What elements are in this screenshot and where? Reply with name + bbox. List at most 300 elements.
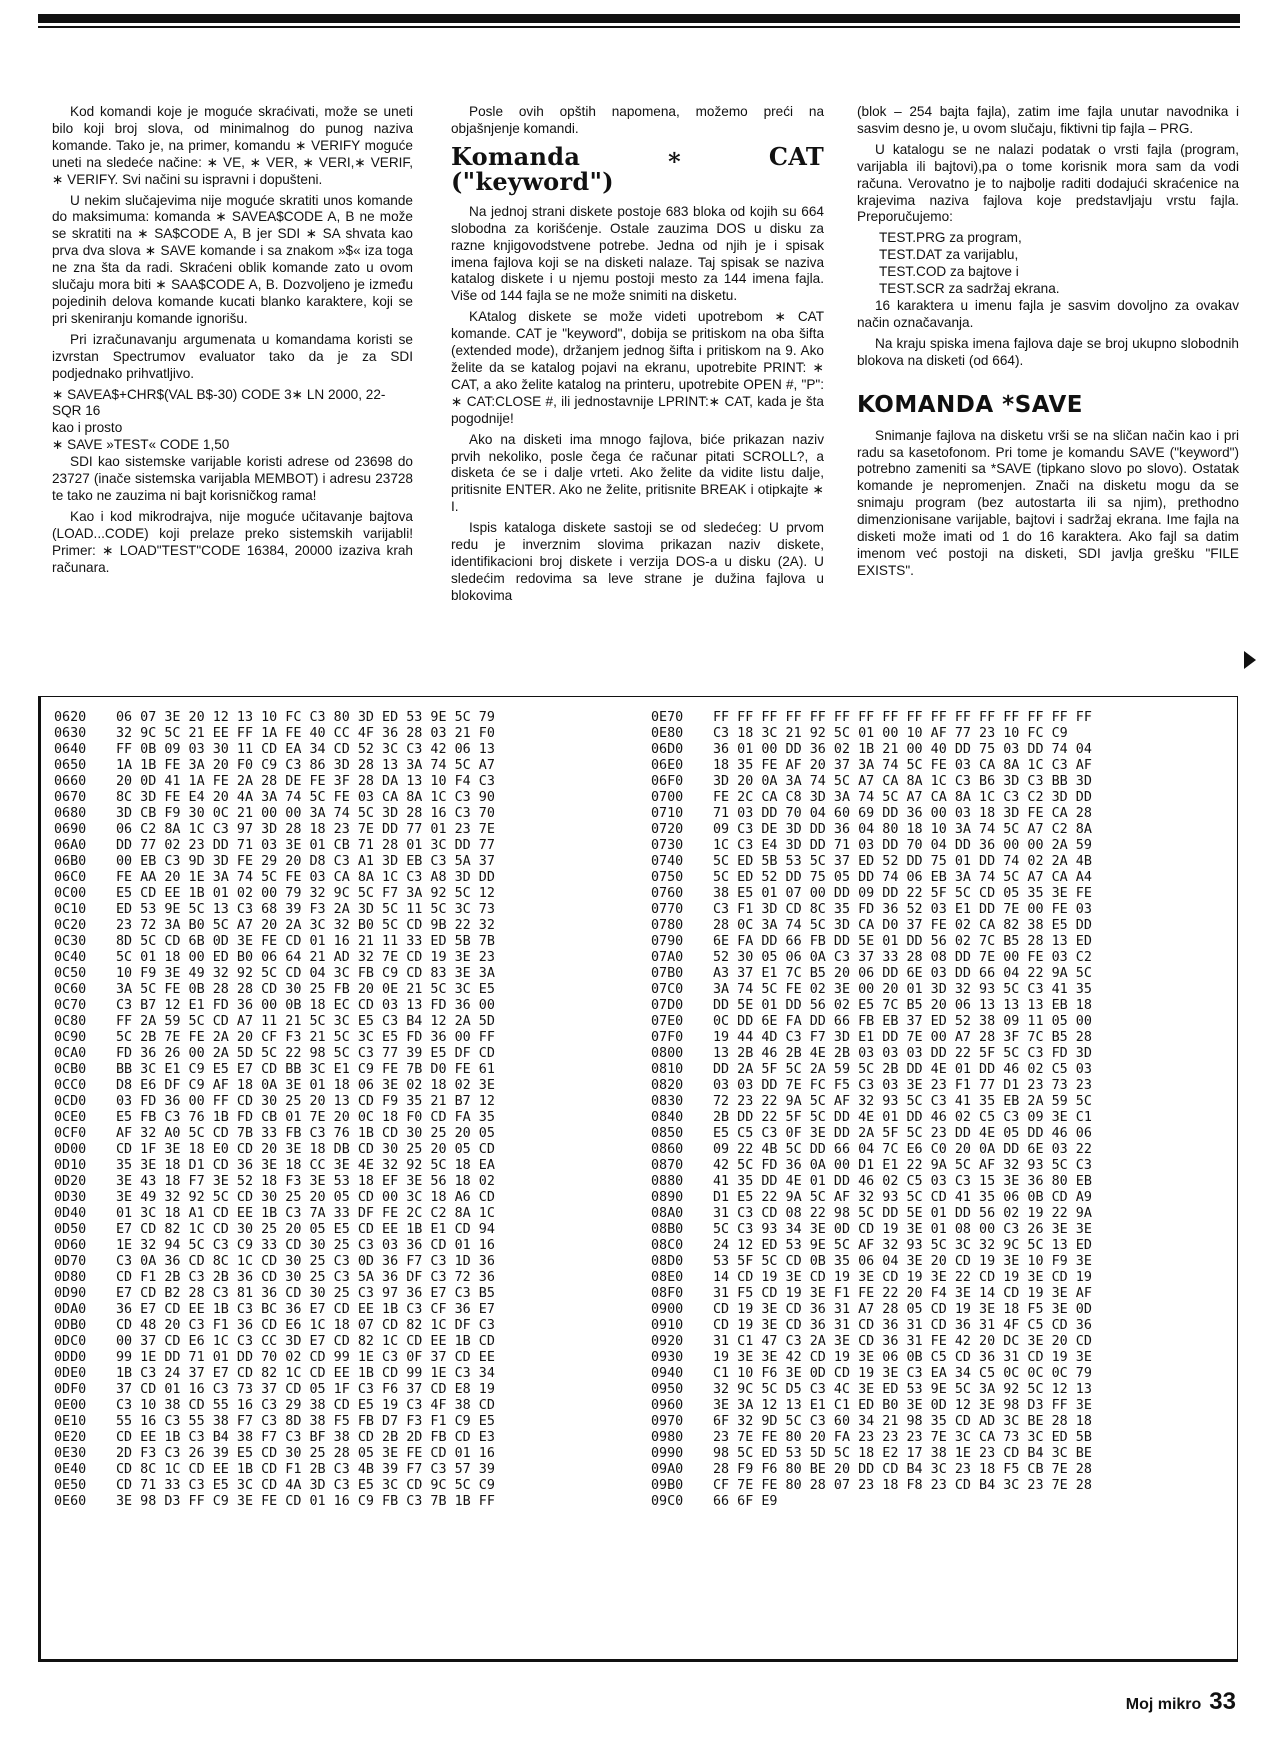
- listing-row: [54, 1398, 495, 1414]
- listing-row: [651, 1030, 1092, 1046]
- listing-row: [651, 886, 1092, 902]
- listing-row: [54, 1014, 495, 1030]
- listing-address: 08B0: [651, 1222, 684, 1237]
- listing-address: 0770: [651, 902, 684, 917]
- listing-bytes: C3 0A 36 CD 8C 1C CD 30 25 C3 0D 36 F7 C3 1D 36: [116, 1254, 495, 1269]
- listing-row: [54, 950, 495, 966]
- paragraph: ∗ SAVE »TEST« CODE 1,50: [52, 437, 230, 453]
- listing-bytes: ED 53 9E 5C 13 C3 68 39 F3 2A 3D 5C 11 5C 3C 73: [116, 902, 495, 917]
- listing-row: [651, 1462, 1092, 1478]
- listing-row: [54, 1126, 495, 1142]
- listing-bytes: 09 22 4B 5C DD 66 04 7C E6 C0 20 0A DD 6E 03 22: [713, 1142, 1092, 1157]
- listing-address: 0720: [651, 822, 684, 837]
- listing-address: 0730: [651, 838, 684, 853]
- listing-address: 0D00: [54, 1142, 87, 1157]
- paragraph: Ako na disketi ima mnogo fajlova, biće prikazan naziv prvih nekoliko, posle čega će računar pitati SCROLL?, a disketa će se i dalje vrteti. Ako želite da vidite listu dalje, pritisnite ENTER. Ako ne želite, pritisnite BREAK i otipkajte ∗ I.: [451, 431, 824, 515]
- listing-address: 0D20: [54, 1174, 87, 1189]
- listing-address: 08F0: [651, 1286, 684, 1301]
- listing-address: 0780: [651, 918, 684, 933]
- listing-address: 0640: [54, 742, 87, 757]
- listing-address: 0750: [651, 870, 684, 885]
- listing-bytes: 28 0C 3A 74 5C 3D CA D0 37 FE 02 CA 82 38 E5 DD: [713, 918, 1092, 933]
- listing-address: 0850: [651, 1126, 684, 1141]
- listing-address: 07E0: [651, 1014, 684, 1029]
- listing-address: 0670: [54, 790, 87, 805]
- listing-address: 0DF0: [54, 1382, 87, 1397]
- listing-row: [54, 1430, 495, 1446]
- listing-bytes: 18 35 FE AF 20 37 3A 74 5C FE 03 CA 8A 1C C3 AF: [713, 758, 1092, 773]
- listing-bytes: 3A 74 5C FE 02 3E 00 20 01 3D 32 93 5C C3 41 35: [713, 982, 1092, 997]
- listing-row: [54, 1174, 495, 1190]
- paragraph: Pri izračunavanju argumenata u komandama koristi se izvrstan Spectrumov evaluator tako da je za SDI podjednako prihvatljivo.: [52, 331, 413, 381]
- listing-address: 0E00: [54, 1398, 87, 1413]
- paragraph: KAtalog diskete se može videti upotrebom ∗ CAT komande. CAT je "keyword", dobija se pritiskom na oba šifta (extended mode), držanjem jednog šifta i pritiskom na 9. Ako želite da se katalog pojavi na ekranu, upotrebite PRINT: ∗ CAT, a ako želite katalog na printeru, upotrebite OPEN #, "P": ∗ CAT:CLOSE #, ili jednostavnije LPRINT:∗ CAT, kada je šta pogodnije!: [451, 309, 824, 426]
- listing-address: 0CF0: [54, 1126, 87, 1141]
- listing-bytes: 35 3E 18 D1 CD 36 3E 18 CC 3E 4E 32 92 5C 18 EA: [116, 1158, 495, 1173]
- listing-row: [651, 966, 1092, 982]
- listing-address: 0E10: [54, 1414, 87, 1429]
- listing-bytes: E7 CD 82 1C CD 30 25 20 05 E5 CD EE 1B E1 CD 94: [116, 1222, 495, 1237]
- listing-row: [54, 1446, 495, 1462]
- listing-bytes: 36 01 00 DD 36 02 1B 21 00 40 DD 75 03 DD 74 04: [713, 742, 1092, 757]
- listing-address: 0E50: [54, 1478, 87, 1493]
- listing-address: 06A0: [54, 838, 87, 853]
- listing-bytes: 2D F3 C3 26 39 E5 CD 30 25 28 05 3E FE CD 01 16: [116, 1446, 495, 1461]
- listing-bytes: E7 CD B2 28 C3 81 36 CD 30 25 C3 97 36 E7 C3 B5: [116, 1286, 495, 1301]
- listing-row: [651, 1478, 1092, 1494]
- listing-address: 0DE0: [54, 1366, 87, 1381]
- listing-bytes: D8 E6 DF C9 AF 18 0A 3E 01 18 06 3E 02 18 02 3E: [116, 1078, 495, 1093]
- listing-row: [651, 982, 1092, 998]
- listing-row: [651, 934, 1092, 950]
- listing-row: [651, 726, 1092, 742]
- listing-row: [54, 822, 495, 838]
- listing-row: [651, 1254, 1092, 1270]
- paragraph: TEST.SCR za sadržaj ekrana.: [879, 281, 1060, 297]
- listing-address: 0870: [651, 1158, 684, 1173]
- hex-listing-box: [38, 696, 1238, 1662]
- continue-arrow-icon: [1244, 651, 1256, 669]
- listing-row: [651, 1062, 1092, 1078]
- listing-bytes: 32 9C 5C D5 C3 4C 3E ED 53 9E 5C 3A 92 5C 12 13: [713, 1382, 1092, 1397]
- listing-row: [54, 1366, 495, 1382]
- listing-bytes: E5 C5 C3 0F 3E DD 2A 5F 5C 23 DD 4E 05 DD 46 06: [713, 1126, 1092, 1141]
- hex-listing-right: [651, 710, 1092, 1510]
- listing-bytes: 5C ED 52 DD 75 05 DD 74 06 EB 3A 74 5C A7 CA A4: [713, 870, 1092, 885]
- listing-bytes: C3 F1 3D CD 8C 35 FD 36 52 03 E1 DD 7E 00 FE 03: [713, 902, 1092, 917]
- listing-bytes: CD F1 2B C3 2B 36 CD 30 25 C3 5A 36 DF C3 72 36: [116, 1270, 495, 1285]
- listing-row: [54, 1030, 495, 1046]
- listing-row: [54, 790, 495, 806]
- listing-bytes: 03 03 DD 7E FC F5 C3 03 3E 23 F1 77 D1 23 73 23: [713, 1078, 1092, 1093]
- listing-address: 0C70: [54, 998, 87, 1013]
- listing-address: 0D70: [54, 1254, 87, 1269]
- listing-bytes: AF 32 A0 5C CD 7B 33 FB C3 76 1B CD 30 25 20 05: [116, 1126, 495, 1141]
- listing-bytes: 99 1E DD 71 01 DD 70 02 CD 99 1E C3 0F 37 CD EE: [116, 1350, 495, 1365]
- top-rule: [38, 14, 1240, 28]
- listing-bytes: FF FF FF FF FF FF FF FF FF FF FF FF FF FF FF FF: [713, 710, 1092, 725]
- paragraph: TEST.PRG za program,: [879, 230, 1022, 246]
- listing-bytes: 28 F9 F6 80 BE 20 DD CD B4 3C 23 18 F5 CB 7E 28: [713, 1462, 1092, 1477]
- text-column-3: [857, 104, 1239, 584]
- listing-row: [651, 790, 1092, 806]
- listing-bytes: C3 10 38 CD 55 16 C3 29 38 CD E5 19 C3 4F 38 CD: [116, 1398, 495, 1413]
- listing-address: 06B0: [54, 854, 87, 869]
- listing-address: 0C90: [54, 1030, 87, 1045]
- listing-address: 0DC0: [54, 1334, 87, 1349]
- listing-bytes: 09 C3 DE 3D DD 36 04 80 18 10 3A 74 5C A7 C2 8A: [713, 822, 1092, 837]
- listing-row: [651, 1014, 1092, 1030]
- listing-address: 0CD0: [54, 1094, 87, 1109]
- listing-row: [54, 854, 495, 870]
- listing-row: [54, 1158, 495, 1174]
- listing-address: 0E80: [651, 726, 684, 741]
- listing-row: [651, 1126, 1092, 1142]
- listing-row: [651, 710, 1092, 726]
- listing-bytes: CD 19 3E CD 36 31 CD 36 31 CD 36 31 4F C5 CD 36: [713, 1318, 1092, 1333]
- listing-address: 0700: [651, 790, 684, 805]
- paragraph: kao i prosto: [52, 420, 123, 436]
- listing-row: [651, 1382, 1092, 1398]
- listing-address: 0C40: [54, 950, 87, 965]
- listing-bytes: 23 7E FE 80 20 FA 23 23 23 7E 3C CA 73 3C ED 5B: [713, 1430, 1092, 1445]
- listing-row: [651, 1430, 1092, 1446]
- listing-bytes: FD 36 26 00 2A 5D 5C 22 98 5C C3 77 39 E5 DF CD: [116, 1046, 495, 1061]
- listing-bytes: E5 FB C3 76 1B FD CB 01 7E 20 0C 18 F0 CD FA 35: [116, 1110, 495, 1125]
- listing-row: [651, 1302, 1092, 1318]
- listing-address: 0650: [54, 758, 87, 773]
- listing-bytes: 03 FD 36 00 FF CD 30 25 20 13 CD F9 35 21 B7 12: [116, 1094, 495, 1109]
- listing-row: [54, 1046, 495, 1062]
- listing-address: 0DD0: [54, 1350, 87, 1365]
- listing-address: 0890: [651, 1190, 684, 1205]
- listing-address: 0C50: [54, 966, 87, 981]
- listing-row: [54, 1094, 495, 1110]
- listing-address: 0E60: [54, 1494, 87, 1509]
- listing-bytes: 66 6F E9: [713, 1494, 778, 1509]
- listing-row: [651, 758, 1092, 774]
- paragraph: 16 karaktera u imenu fajla je sasvim dovoljno za ovakav način označavanja.: [857, 297, 1239, 330]
- listing-address: 0790: [651, 934, 684, 949]
- listing-row: [54, 1110, 495, 1126]
- listing-bytes: 14 CD 19 3E CD 19 3E CD 19 3E 22 CD 19 3E CD 19: [713, 1270, 1092, 1285]
- listing-address: 0980: [651, 1430, 684, 1445]
- listing-row: [651, 1142, 1092, 1158]
- listing-bytes: 00 37 CD E6 1C C3 CC 3D E7 CD 82 1C CD EE 1B CD: [116, 1334, 495, 1349]
- listing-bytes: FF 2A 59 5C CD A7 11 21 5C 3C E5 C3 B4 12 2A 5D: [116, 1014, 495, 1029]
- listing-bytes: 19 3E 3E 42 CD 19 3E 06 0B C5 CD 36 31 CD 19 3E: [713, 1350, 1092, 1365]
- listing-row: [54, 902, 495, 918]
- listing-bytes: CD EE 1B C3 B4 38 F7 C3 BF 38 CD 2B 2D FB CD E3: [116, 1430, 495, 1445]
- listing-address: 0D60: [54, 1238, 87, 1253]
- paragraph: Posle ovih opštih napomena, možemo preći na objašnjenje komandi.: [451, 104, 824, 136]
- listing-bytes: 31 C1 47 C3 2A 3E CD 36 31 FE 42 20 DC 3E 20 CD: [713, 1334, 1092, 1349]
- listing-address: 06D0: [651, 742, 684, 757]
- listing-address: 06C0: [54, 870, 87, 885]
- listing-address: 0C00: [54, 886, 87, 901]
- listing-address: 07C0: [651, 982, 684, 997]
- listing-address: 0760: [651, 886, 684, 901]
- listing-row: [54, 1334, 495, 1350]
- listing-bytes: 37 CD 01 16 C3 73 37 CD 05 1F C3 F6 37 CD E8 19: [116, 1382, 495, 1397]
- listing-row: [651, 822, 1092, 838]
- listing-address: 0680: [54, 806, 87, 821]
- listing-row: [54, 742, 495, 758]
- listing-address: 0D30: [54, 1190, 87, 1205]
- listing-row: [651, 1286, 1092, 1302]
- listing-row: [651, 1270, 1092, 1286]
- listing-address: 0810: [651, 1062, 684, 1077]
- listing-bytes: 42 5C FD 36 0A 00 D1 E1 22 9A 5C AF 32 93 5C C3: [713, 1158, 1092, 1173]
- listing-address: 0D90: [54, 1286, 87, 1301]
- listing-bytes: 6F 32 9D 5C C3 60 34 21 98 35 CD AD 3C BE 28 18: [713, 1414, 1092, 1429]
- listing-row: [54, 1062, 495, 1078]
- listing-address: 0840: [651, 1110, 684, 1125]
- listing-address: 0DA0: [54, 1302, 87, 1317]
- listing-address: 0C20: [54, 918, 87, 933]
- listing-bytes: 13 2B 46 2B 4E 2B 03 03 03 DD 22 5F 5C C3 FD 3D: [713, 1046, 1092, 1061]
- listing-address: 08D0: [651, 1254, 684, 1269]
- text-column-1: [52, 104, 413, 580]
- listing-row: [651, 1350, 1092, 1366]
- listing-address: 0E40: [54, 1462, 87, 1477]
- listing-row: [54, 1462, 495, 1478]
- listing-address: 0CB0: [54, 1062, 87, 1077]
- listing-row: [651, 1046, 1092, 1062]
- listing-row: [54, 966, 495, 982]
- listing-address: 0E30: [54, 1446, 87, 1461]
- listing-bytes: 5C ED 5B 53 5C 37 ED 52 DD 75 01 DD 74 02 2A 4B: [713, 854, 1092, 869]
- listing-row: [54, 1270, 495, 1286]
- listing-bytes: C1 10 F6 3E 0D CD 19 3E C3 EA 34 C5 0C 0C 0C 79: [713, 1366, 1092, 1381]
- listing-bytes: 52 30 05 06 0A C3 37 33 28 08 DD 7E 00 FE 03 C2: [713, 950, 1092, 965]
- listing-row: [54, 1206, 495, 1222]
- listing-bytes: 3E 49 32 92 5C CD 30 25 20 05 CD 00 3C 18 A6 CD: [116, 1190, 495, 1205]
- listing-address: 0710: [651, 806, 684, 821]
- listing-row: [651, 902, 1092, 918]
- listing-bytes: 31 C3 CD 08 22 98 5C DD 5E 01 DD 56 02 19 22 9A: [713, 1206, 1092, 1221]
- listing-address: 09A0: [651, 1462, 684, 1477]
- listing-address: 08C0: [651, 1238, 684, 1253]
- listing-bytes: 55 16 C3 55 38 F7 C3 8D 38 F5 FB D7 F3 F1 C9 E5: [116, 1414, 495, 1429]
- listing-bytes: 24 12 ED 53 9E 5C AF 32 93 5C 3C 32 9C 5C 13 ED: [713, 1238, 1092, 1253]
- listing-bytes: 3A 5C FE 0B 28 28 CD 30 25 FB 20 0E 21 5C 3C E5: [116, 982, 495, 997]
- listing-row: [54, 1414, 495, 1430]
- listing-address: 0920: [651, 1334, 684, 1349]
- listing-row: [651, 742, 1092, 758]
- paragraph: U nekim slučajevima nije moguće skratiti unos komande do maksimuma: komanda ∗ SAVEA$CODE A, B ne može se skratiti na ∗ SA$CODE A, B jer SDI ∗ SA shvata kao prva dva slova ∗ SAVE komande i sa znakom »$« iza toga ne zna šta da radi. Skraćeni oblik komande zato u ovom slučaju mora biti ∗ SAA$CODE A, B. Dozvoljeno je između pojedinih delova komande kucati blanko karaktere, koji se pri skeniranju komande ignorišu.: [52, 192, 413, 326]
- listing-bytes: 19 44 4D C3 F7 3D E1 DD 7E 00 A7 28 3F 7C B5 28: [713, 1030, 1092, 1045]
- listing-row: [651, 1366, 1092, 1382]
- listing-address: 08A0: [651, 1206, 684, 1221]
- listing-row: [651, 1334, 1092, 1350]
- paragraph: (blok – 254 bajta fajla), zatim ime fajla unutar navodnika i sasvim desno je, u ovom slučaju, fiktivni tip fajla – PRG.: [857, 104, 1239, 136]
- page-footer: [1126, 1688, 1236, 1716]
- listing-bytes: 72 23 22 9A 5C AF 32 93 5C C3 41 35 EB 2A 59 5C: [713, 1094, 1092, 1109]
- listing-address: 0950: [651, 1382, 684, 1397]
- top-rule-thick: [38, 14, 1240, 23]
- listing-row: [651, 1158, 1092, 1174]
- listing-row: [54, 886, 495, 902]
- listing-row: [651, 1446, 1092, 1462]
- listing-bytes: 00 EB C3 9D 3D FE 29 20 D8 C3 A1 3D EB C3 5A 37: [116, 854, 495, 869]
- listing-row: [651, 1398, 1092, 1414]
- listing-bytes: DD 2A 5F 5C 2A 59 5C 2B DD 4E 01 DD 46 02 C5 03: [713, 1062, 1092, 1077]
- listing-bytes: 1E 32 94 5C C3 C9 33 CD 30 25 C3 03 36 CD 01 16: [116, 1238, 495, 1253]
- listing-address: 0630: [54, 726, 87, 741]
- listing-row: [54, 758, 495, 774]
- section-heading: Komanda ∗ CAT ("keyword"): [451, 141, 824, 196]
- paragraph: Snimanje fajlova na disketu vrši se na sličan način kao i pri radu sa kasetofonom. Pri tome je komandu SAVE ("keyword") potrebno zameniti sa *SAVE (tipkano slovo po slovo). Ostatak komande je nepromenjen. Znači na disketu mogu da se snimaju program (bez autostarta ili sa njim), prethodno dimenzionisane varijable, bajtovi i sadržaj ekrana. Ime fajla na disketi može imati od 1 do 16 karaktera. Ako fajl sa datim imenom već postoji na disketi, SDI javlja grešku "FILE EXISTS".: [857, 427, 1239, 578]
- paragraph: ∗ SAVEA$+CHR$(VAL B$-30) CODE 3∗ LN 2000, 22-SQR 16: [52, 386, 386, 419]
- listing-row: [54, 1286, 495, 1302]
- listing-bytes: FF 0B 09 03 30 11 CD EA 34 CD 52 3C C3 42 06 13: [116, 742, 495, 757]
- listing-address: 0C80: [54, 1014, 87, 1029]
- listing-row: [651, 870, 1092, 886]
- listing-row: [651, 998, 1092, 1014]
- listing-bytes: 5C C3 93 34 3E 0D CD 19 3E 01 08 00 C3 26 3E 3E: [713, 1222, 1092, 1237]
- listing-address: 0820: [651, 1078, 684, 1093]
- paragraph: Na kraju spiska imena fajlova daje se broj ukupno slobodnih blokova na disketi (od 664).: [857, 335, 1239, 368]
- listing-bytes: 20 0D 41 1A FE 2A 28 DE FE 3F 28 DA 13 10 F4 C3: [116, 774, 495, 789]
- listing-bytes: DD 77 02 23 DD 71 03 3E 01 CB 71 28 01 3C DD 77: [116, 838, 495, 853]
- listing-address: 06F0: [651, 774, 684, 789]
- listing-bytes: FE 2C CA C8 3D 3A 74 5C A7 CA 8A 1C C3 C2 3D DD: [713, 790, 1092, 805]
- listing-address: 0620: [54, 710, 87, 725]
- listing-bytes: 71 03 DD 70 04 60 69 DD 36 00 03 18 3D FE CA 28: [713, 806, 1092, 821]
- listing-address: 0CE0: [54, 1110, 87, 1125]
- listing-bytes: DD 5E 01 DD 56 02 E5 7C B5 20 06 13 13 13 EB 18: [713, 998, 1092, 1013]
- listing-address: 0D50: [54, 1222, 87, 1237]
- listing-row: [54, 1142, 495, 1158]
- listing-bytes: C3 B7 12 E1 FD 36 00 0B 18 EC CD 03 13 FD 36 00: [116, 998, 495, 1013]
- listing-address: 0910: [651, 1318, 684, 1333]
- listing-address: 0CC0: [54, 1078, 87, 1093]
- listing-row: [651, 1222, 1092, 1238]
- hex-listing-left: [54, 710, 495, 1510]
- listing-bytes: 31 F5 CD 19 3E F1 FE 22 20 F4 3E 14 CD 19 3E AF: [713, 1286, 1092, 1301]
- listing-address: 0830: [651, 1094, 684, 1109]
- listing-row: [54, 1350, 495, 1366]
- listing-bytes: CD 19 3E CD 36 31 A7 28 05 CD 19 3E 18 F5 3E 0D: [713, 1302, 1092, 1317]
- listing-row: [54, 1190, 495, 1206]
- listing-bytes: C3 18 3C 21 92 5C 01 00 10 AF 77 23 10 FC C9: [713, 726, 1068, 741]
- listing-address: 0D80: [54, 1270, 87, 1285]
- listing-row: [54, 726, 495, 742]
- listing-bytes: 36 E7 CD EE 1B C3 BC 36 E7 CD EE 1B C3 CF 36 E7: [116, 1302, 495, 1317]
- listing-row: [651, 950, 1092, 966]
- listing-bytes: 8D 5C CD 6B 0D 3E FE CD 01 16 21 11 33 ED 5B 7B: [116, 934, 495, 949]
- listing-address: 09B0: [651, 1478, 684, 1493]
- listing-row: [651, 1190, 1092, 1206]
- paragraph: Na jednoj strani diskete postoje 683 bloka od kojih su 664 slobodna za korišćenje. Ostale zauzima DOS u disku za razne knjigovodstvene potrebe. Jedna od njih je i spisak imena fajlova koji se na disketi nalaze. Taj spisak se naziva katalog diskete i u njemu postoji mesto za 144 imena fajla. Više od 144 fajla se ne može snimiti na disketu.: [451, 203, 824, 304]
- listing-address: 0970: [651, 1414, 684, 1429]
- listing-address: 0800: [651, 1046, 684, 1061]
- listing-bytes: 01 3C 18 A1 CD EE 1B C3 7A 33 DF FE 2C C2 8A 1C: [116, 1206, 495, 1221]
- paragraph: Kod komandi koje je moguće skraćivati, može se uneti bilo koji broj slova, od minimalnog do punog naziva komande. Tako je, na primer, komandu ∗ VERIFY moguće uneti na sledeće načine: ∗ VE, ∗ VER, ∗ VERI,∗ VERIF, ∗ VERIFY. Svi načini su ispravni i dopušteni.: [52, 104, 413, 187]
- listing-address: 0C30: [54, 934, 87, 949]
- listing-address: 0C60: [54, 982, 87, 997]
- listing-row: [651, 774, 1092, 790]
- listing-bytes: 5C 01 18 00 ED B0 06 64 21 AD 32 7E CD 19 3E 23: [116, 950, 495, 965]
- listing-row: [651, 838, 1092, 854]
- listing-address: 0DB0: [54, 1318, 87, 1333]
- listing-row: [54, 806, 495, 822]
- listing-row: [651, 1174, 1092, 1190]
- listing-bytes: BB 3C E1 C9 E5 E7 CD BB 3C E1 C9 FE 7B D0 FE 61: [116, 1062, 495, 1077]
- listing-address: 0CA0: [54, 1046, 87, 1061]
- listing-bytes: FE AA 20 1E 3A 74 5C FE 03 CA 8A 1C C3 A8 3D DD: [116, 870, 495, 885]
- section-heading: KOMANDA *SAVE: [857, 391, 1084, 418]
- top-rule-thin: [38, 26, 1240, 28]
- listing-address: 0940: [651, 1366, 684, 1381]
- listing-bytes: 3D CB F9 30 0C 21 00 00 3A 74 5C 3D 28 16 C3 70: [116, 806, 495, 821]
- listing-address: 07A0: [651, 950, 684, 965]
- page-number: 33: [1209, 1688, 1236, 1715]
- listing-bytes: 1A 1B FE 3A 20 F0 C9 C3 86 3D 28 13 3A 74 5C A7: [116, 758, 495, 773]
- listing-address: 09C0: [651, 1494, 684, 1509]
- listing-row: [54, 982, 495, 998]
- listing-row: [54, 1222, 495, 1238]
- listing-address: 0880: [651, 1174, 684, 1189]
- listing-row: [54, 918, 495, 934]
- listing-bytes: 23 72 3A B0 5C A7 20 2A 3C 32 B0 5C CD 9B 22 32: [116, 918, 495, 933]
- listing-row: [54, 1238, 495, 1254]
- listing-bytes: CD 48 20 C3 F1 36 CD E6 1C 18 07 CD 82 1C DF C3: [116, 1318, 495, 1333]
- listing-address: 07D0: [651, 998, 684, 1013]
- listing-bytes: 32 9C 5C 21 EE FF 1A FE 40 CC 4F 36 28 03 21 F0: [116, 726, 495, 741]
- listing-bytes: 3D 20 0A 3A 74 5C A7 CA 8A 1C C3 B6 3D C3 BB 3D: [713, 774, 1092, 789]
- listing-bytes: 0C DD 6E FA DD 66 FB EB 37 ED 52 38 09 11 05 00: [713, 1014, 1092, 1029]
- listing-row: [54, 1478, 495, 1494]
- listing-bytes: CF 7E FE 80 28 07 23 18 F8 23 CD B4 3C 23 7E 28: [713, 1478, 1092, 1493]
- listing-row: [54, 1302, 495, 1318]
- listing-row: [651, 1414, 1092, 1430]
- listing-bytes: 06 C2 8A 1C C3 97 3D 28 18 23 7E DD 77 01 23 7E: [116, 822, 495, 837]
- listing-address: 07B0: [651, 966, 684, 981]
- paragraph: Ispis kataloga diskete sastoji se od sledećeg: U prvom redu je inverznim slovima prikazan naziv diskete, identifikacioni broj diskete i verzija DOS-a u disku (2A). U sledećim redovima sa leve strane je dužina fajlova u blokovima: [451, 520, 824, 603]
- listing-address: 08E0: [651, 1270, 684, 1285]
- paragraph: U katalogu se ne nalazi podatak o vrsti fajla (program, varijabla ili bajtovi),pa o tome korisnik mora sam da vodi računa. Verovatno je to najbolje raditi dodajući skraćenice na krajevima naziva fajlova koje predstavljaju vrstu fajla. Preporučujemo:: [857, 141, 1239, 225]
- listing-bytes: 10 F9 3E 49 32 92 5C CD 04 3C FB C9 CD 83 3E 3A: [116, 966, 495, 981]
- listing-bytes: 3E 43 18 F7 3E 52 18 F3 3E 53 18 EF 3E 56 18 02: [116, 1174, 495, 1189]
- listing-address: 0740: [651, 854, 684, 869]
- listing-row: [651, 854, 1092, 870]
- listing-row: [54, 998, 495, 1014]
- listing-address: 0990: [651, 1446, 684, 1461]
- paragraph: SDI kao sistemske varijable koristi adrese od 23698 do 23727 (inače sistemska varijabla MEMBOT) i adresu 23728 te tako ne zauzima ni bajt korisničkog rama!: [52, 454, 413, 503]
- listing-row: [54, 1318, 495, 1334]
- listing-row: [651, 1206, 1092, 1222]
- listing-bytes: 6E FA DD 66 FB DD 5E 01 DD 56 02 7C B5 28 13 ED: [713, 934, 1092, 949]
- listing-row: [651, 806, 1092, 822]
- paragraph: Kao i kod mikrodrajva, nije moguće učitavanje bajtova (LOAD...CODE) koji prelaze preko sistemskih varijabli! Primer: ∗ LOAD"TEST"CODE 16384, 20000 izaziva krah računara.: [52, 508, 413, 575]
- listing-bytes: A3 37 E1 7C B5 20 06 DD 6E 03 DD 66 04 22 9A 5C: [713, 966, 1092, 981]
- listing-row: [651, 1238, 1092, 1254]
- listing-row: [651, 918, 1092, 934]
- listing-bytes: D1 E5 22 9A 5C AF 32 93 5C CD 41 35 06 0B CD A9: [713, 1190, 1092, 1205]
- listing-row: [651, 1318, 1092, 1334]
- listing-bytes: 38 E5 01 07 00 DD 09 DD 22 5F 5C CD 05 35 3E FE: [713, 886, 1092, 901]
- listing-bytes: 41 35 DD 4E 01 DD 46 02 C5 03 C3 15 3E 36 80 EB: [713, 1174, 1092, 1189]
- listing-address: 0930: [651, 1350, 684, 1365]
- listing-row: [54, 1382, 495, 1398]
- listing-bytes: 8C 3D FE E4 20 4A 3A 74 5C FE 03 CA 8A 1C C3 90: [116, 790, 495, 805]
- listing-bytes: E5 CD EE 1B 01 02 00 79 32 9C 5C F7 3A 92 5C 12: [116, 886, 495, 901]
- listing-bytes: 3E 98 D3 FF C9 3E FE CD 01 16 C9 FB C3 7B 1B FF: [116, 1494, 495, 1509]
- listing-row: [54, 1494, 495, 1510]
- listing-row: [54, 934, 495, 950]
